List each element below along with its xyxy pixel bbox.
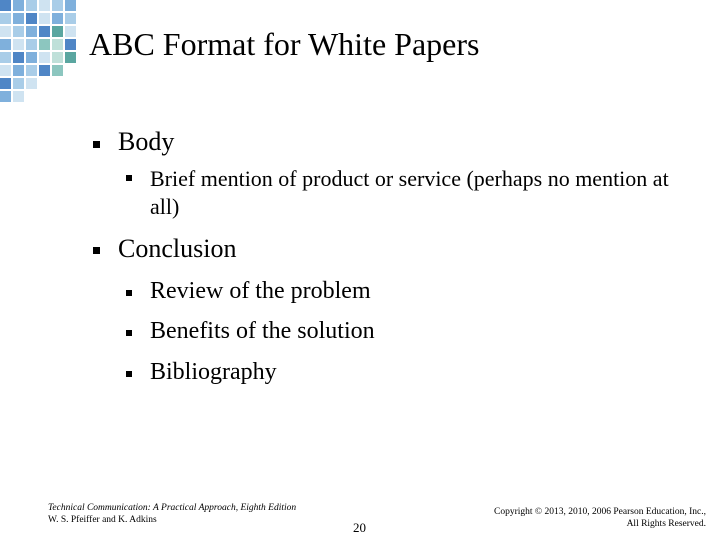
conclusion-item: Review of the problem	[150, 278, 371, 304]
page-number: 20	[353, 520, 366, 535]
footer-authors: W. S. Pfeiffer and K. Adkins	[48, 515, 157, 525]
mosaic-tile	[39, 26, 50, 37]
footer-citation	[48, 502, 296, 526]
conclusion-item: Benefits of the solution	[150, 318, 375, 344]
mosaic-tile	[0, 52, 11, 63]
mosaic-tile	[52, 78, 63, 89]
mosaic-tile	[65, 26, 76, 37]
mosaic-tile	[52, 65, 63, 76]
mosaic-tile	[65, 0, 76, 11]
mosaic-tile	[13, 65, 24, 76]
mosaic-tile	[52, 13, 63, 24]
mosaic-tile	[0, 65, 11, 76]
bullet-square-icon	[126, 371, 132, 377]
body-item: Brief mention of product or service (perhaps no mention at all)	[150, 166, 669, 219]
bullet-square-icon	[126, 290, 132, 296]
mosaic-tile	[52, 52, 63, 63]
mosaic-tile	[39, 39, 50, 50]
mosaic-tile	[52, 26, 63, 37]
section-heading-body: Body	[118, 127, 175, 156]
mosaic-tile	[26, 26, 37, 37]
mosaic-tile	[52, 91, 63, 102]
mosaic-tile	[0, 91, 11, 102]
mosaic-tile	[52, 0, 63, 11]
mosaic-tile	[13, 0, 24, 11]
mosaic-tile	[13, 78, 24, 89]
mosaic-tile	[0, 78, 11, 89]
bullet-square-icon	[126, 330, 132, 336]
mosaic-tile	[65, 13, 76, 24]
mosaic-tile	[13, 13, 24, 24]
mosaic-tile	[26, 13, 37, 24]
mosaic-tile	[65, 91, 76, 102]
mosaic-tile	[0, 13, 11, 24]
mosaic-tile	[65, 52, 76, 63]
mosaic-tile	[13, 91, 24, 102]
mosaic-tile	[26, 0, 37, 11]
mosaic-tile	[39, 0, 50, 11]
mosaic-tile	[26, 39, 37, 50]
bullet-square-icon	[126, 175, 132, 181]
mosaic-tile	[52, 39, 63, 50]
copyright-line-2: All Rights Reserved.	[626, 519, 706, 529]
mosaic-tile	[65, 78, 76, 89]
bullet-square-icon	[93, 247, 100, 254]
slide-title: ABC Format for White Papers	[89, 26, 480, 62]
conclusion-item: Bibliography	[150, 359, 277, 385]
copyright-line-1: Copyright © 2013, 2010, 2006 Pearson Education, Inc.,	[494, 507, 706, 517]
mosaic-tile	[13, 39, 24, 50]
mosaic-tile	[26, 52, 37, 63]
mosaic-tile	[39, 91, 50, 102]
mosaic-tile	[26, 91, 37, 102]
section-heading-conclusion: Conclusion	[118, 234, 237, 263]
mosaic-tile	[39, 78, 50, 89]
mosaic-tile	[13, 26, 24, 37]
mosaic-tile	[0, 0, 11, 11]
mosaic-tile	[0, 26, 11, 37]
mosaic-tile	[39, 65, 50, 76]
mosaic-tile	[0, 39, 11, 50]
mosaic-tile	[65, 65, 76, 76]
footer-copyright	[494, 506, 706, 530]
mosaic-tile	[26, 65, 37, 76]
decorative-tile-mosaic	[0, 0, 76, 102]
mosaic-tile	[13, 52, 24, 63]
mosaic-tile	[39, 13, 50, 24]
mosaic-tile	[39, 52, 50, 63]
mosaic-tile	[26, 78, 37, 89]
footer-book-title: Technical Communication: A Practical Approach, Eighth Edition	[48, 503, 297, 513]
mosaic-tile	[65, 39, 76, 50]
bullet-square-icon	[93, 141, 100, 148]
